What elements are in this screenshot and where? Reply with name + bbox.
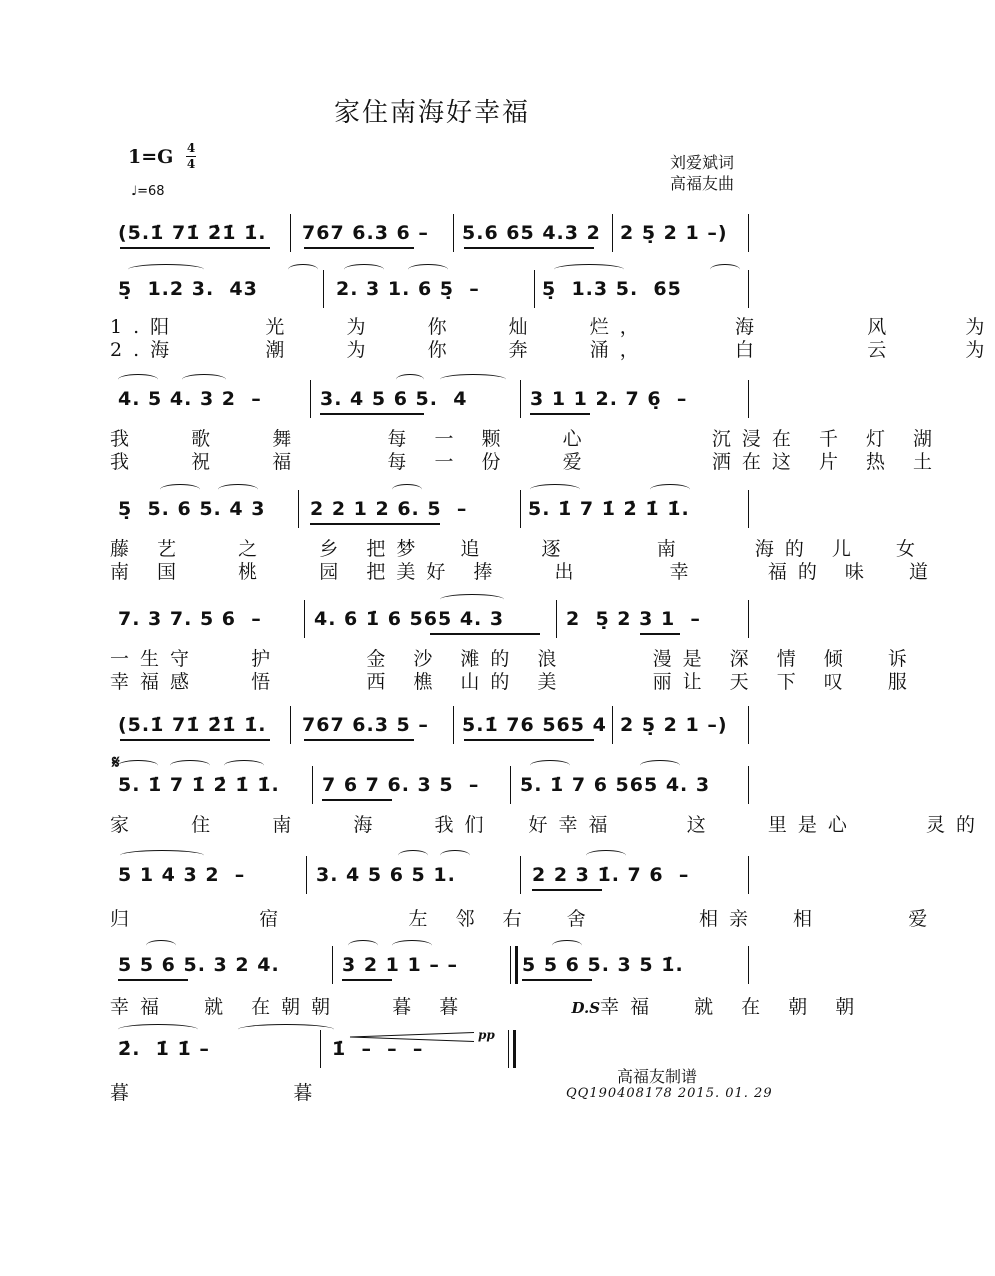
underline (464, 247, 594, 249)
slur (586, 850, 626, 861)
composer: 高福友曲 (670, 174, 735, 193)
measure: 5.6 65 4.3 2 (462, 222, 601, 244)
measure: 4. 6 1̇ 6 565 4. 3 (314, 608, 505, 630)
measure: 5.1̇ 76 565 4 (462, 714, 607, 736)
lyric-line: 家 住 南 海 我们 好幸福 这 里是心 灵的 (110, 814, 986, 836)
barline (534, 270, 535, 308)
measure: 3. 4 5 6 5. 4 (320, 388, 468, 410)
final-barline (508, 1030, 516, 1068)
slur (440, 374, 506, 385)
meter-bottom: 4 (186, 157, 196, 171)
repeat-barline (510, 946, 518, 984)
barline (556, 600, 557, 638)
measure: 767 6.3 6 – (302, 222, 429, 244)
notes-row (110, 270, 754, 310)
measure: (5.1̇ 71̇ 2̇1̇ 1̇. (118, 714, 267, 736)
segno-sign: 𝄋 (112, 752, 120, 773)
lyric-verse-1: 1.阳 光 为 你 灿 烂， 海 风 为 (110, 316, 995, 338)
meter-top: 4 (186, 141, 196, 155)
dynamic-pp: pp (478, 1028, 495, 1042)
slur (408, 264, 448, 275)
measure: 3. 4 5 6 5 1. (316, 864, 456, 886)
underline (118, 979, 188, 981)
slur (118, 760, 158, 771)
barline (298, 490, 299, 528)
lyric-right: 幸福 就 在 朝 朝 (600, 996, 866, 1018)
measure: 5 5 6 5. 3 2 4. (118, 954, 280, 976)
barline (332, 946, 333, 984)
notes-row (110, 856, 754, 896)
slur (182, 374, 226, 385)
lyric-verse-1: 藤 艺 之 乡 把梦 追 逐 南 海的 儿 女 (110, 538, 926, 560)
measure: 5. 1̇ 7 1̇ 2̇ 1̇ 1̇. (528, 498, 690, 520)
measure: 2 2 1 2 6. 5 – (310, 498, 468, 520)
barline (748, 214, 749, 252)
song-title: 家住南海好幸福 (333, 98, 530, 128)
lyric-left: 幸福 就 在朝朝 暮 暮 (110, 996, 470, 1018)
underline (522, 979, 592, 981)
system-8 (110, 856, 939, 931)
tie (118, 1024, 198, 1035)
measure: 5 1 4 3 2 – (118, 864, 246, 886)
barline (748, 270, 749, 308)
slur (160, 484, 200, 495)
measure: 7 6 7 6. 3 5 – (322, 774, 480, 796)
measure: 2. 3 1. 6 5̣ – (336, 278, 480, 300)
lyric-line: 归 宿 左 邻 右 舍 相亲 相 爱 (110, 908, 939, 930)
barline (306, 856, 307, 894)
underline (304, 739, 414, 741)
barline (748, 856, 749, 894)
barline (520, 380, 521, 418)
notes-row (110, 766, 754, 806)
barline (748, 380, 749, 418)
slur (530, 760, 570, 771)
system-2 (110, 270, 995, 362)
lyric-verse-1: 一生守 护 金 沙 滩的 浪 漫是 深 情 倾 诉 (110, 648, 918, 670)
barline (520, 856, 521, 894)
notes-row (110, 490, 754, 530)
measure: 5̣ 1.3 5. 65 (542, 278, 682, 300)
slur (128, 264, 204, 275)
underline (120, 247, 270, 249)
ds-marking: D.S (571, 999, 601, 1017)
measure: (5.1̇ 71̇ 2̇1̇ 1̇. (118, 222, 267, 244)
lyric-line: 暮 暮 (110, 1082, 324, 1104)
slur (640, 760, 680, 771)
barline (290, 214, 291, 252)
lyric-verse-2: 南 国 桃 园 把美好 捧 出 幸 福的 味 道 (110, 561, 939, 583)
underline (530, 413, 590, 415)
decrescendo-hairpin (350, 1032, 474, 1042)
slur (398, 850, 428, 861)
barline (748, 766, 749, 804)
lyric-verse-2: 2.海 潮 为 你 奔 涌， 白 云 为 (110, 339, 995, 361)
contact-date: QQ190408178 2015. 01. 29 (566, 1086, 773, 1101)
slur (552, 940, 582, 951)
slur (440, 594, 504, 605)
notation-credit: 高福友制谱 (617, 1067, 698, 1086)
measure: 2̇. 1̇ 1̇ – (118, 1038, 210, 1060)
lyric-verse-2: 幸福感 悟 西 樵 山的 美 丽让 天 下 叹 服 (110, 671, 918, 693)
barline (304, 600, 305, 638)
lyric-verse-1: 我 歌 舞 每 一 颗 心 沉浸在 千 灯 湖 (110, 428, 944, 450)
slur (120, 850, 204, 861)
barline (312, 766, 313, 804)
underline (304, 247, 414, 249)
measure: 3 1 1 2. 7 6̣ – (530, 388, 688, 410)
slur (224, 760, 264, 771)
measure: 2 5̣ 2 1 –) (620, 222, 728, 244)
measure: 767 6.3 5 – (302, 714, 429, 736)
underline (430, 633, 540, 635)
measure: 5. 1̇ 7 6 565 4. 3 (520, 774, 711, 796)
slur (218, 484, 258, 495)
barline (748, 946, 749, 984)
barline (453, 706, 454, 744)
slur (554, 264, 624, 275)
barline (520, 490, 521, 528)
barline (612, 214, 613, 252)
barline (748, 706, 749, 744)
notes-row (110, 946, 754, 986)
measure: 5 5 6 5. 3 5 1̇. (522, 954, 684, 976)
lyric-line (110, 996, 866, 1020)
slur (396, 374, 424, 385)
system-9 (110, 946, 866, 1020)
barline (612, 706, 613, 744)
measure: 5. 1̇ 7 1̇ 2̇ 1̇ 1̇. (118, 774, 280, 796)
measure: 2 5̣ 2 1 –) (620, 714, 728, 736)
slur (530, 484, 580, 495)
notes-row (110, 380, 754, 420)
slur (170, 760, 210, 771)
tempo-marking: ♩=68 (131, 184, 165, 199)
underline (464, 739, 594, 741)
measure: 2 2 3 1̇. 7 6 – (532, 864, 690, 886)
barline (310, 380, 311, 418)
key-signature: 1=G (128, 146, 174, 168)
underline (532, 889, 602, 891)
notes-row (110, 706, 754, 746)
barline (510, 766, 511, 804)
slur (392, 940, 432, 951)
underline (120, 739, 270, 741)
measure: 5̣ 5. 6 5. 4 3 (118, 498, 266, 520)
slur (146, 940, 176, 951)
slur (392, 484, 422, 495)
underline (320, 413, 424, 415)
system-3 (110, 380, 944, 474)
slur (650, 484, 690, 495)
barline (748, 600, 749, 638)
lyric-verse-2: 我 祝 福 每 一 份 爱 洒在这 片 热 土 (110, 451, 944, 473)
barline (748, 490, 749, 528)
slur (348, 940, 378, 951)
system-4 (110, 490, 939, 584)
slur (118, 374, 158, 385)
lyricist: 刘爱斌词 (670, 153, 735, 172)
system-1 (110, 214, 754, 254)
system-5 (110, 600, 918, 694)
system-6 (110, 706, 754, 746)
underline (322, 799, 392, 801)
underline (342, 979, 392, 981)
barline (323, 270, 324, 308)
measure: 4. 5 4. 3 2 – (118, 388, 262, 410)
slur (710, 264, 740, 275)
measure: 5̣ 1.2 3. 43 (118, 278, 258, 300)
barline (320, 1030, 321, 1068)
measure: 1̇ – – – (332, 1038, 424, 1060)
barline (290, 706, 291, 744)
measure: 3 2 1 1 – – (342, 954, 458, 976)
slur (440, 850, 470, 861)
slur (288, 264, 318, 275)
measure: 2 5̣ 2 3 1 – (566, 608, 701, 630)
barline (453, 214, 454, 252)
system-7 (110, 766, 986, 837)
notes-row (110, 600, 754, 640)
time-signature (186, 142, 196, 171)
slur (344, 264, 384, 275)
measure: 7. 3 7. 5 6 – (118, 608, 262, 630)
underline (310, 523, 440, 525)
underline (640, 633, 680, 635)
notes-row (110, 214, 754, 254)
